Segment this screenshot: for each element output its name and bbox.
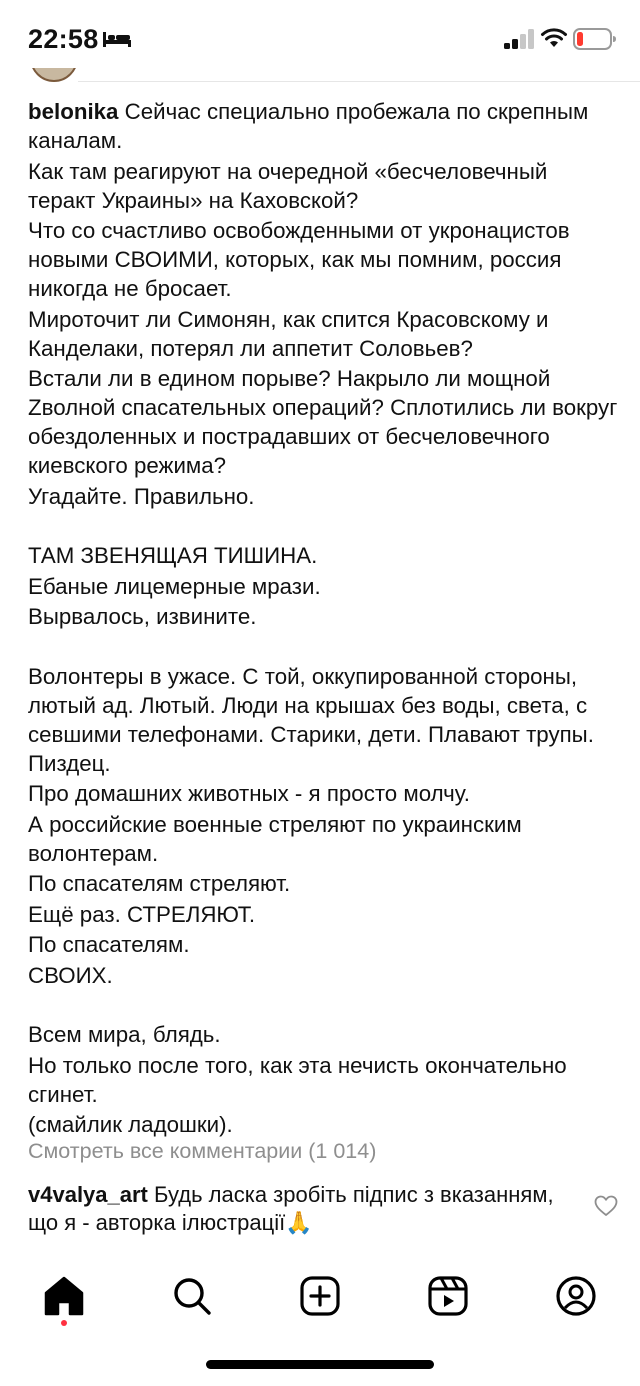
caption-gap [28, 991, 618, 1020]
home-indicator[interactable] [206, 1360, 434, 1369]
caption-line: СВОИХ. [28, 962, 113, 988]
bed-icon [102, 30, 132, 48]
post-caption [28, 97, 618, 1141]
caption-line: Мироточит ли Симонян, как спится Красовскому и Канделаки, потерял ли аппетит Соловьев? [28, 306, 549, 361]
status-time: 22:58 [28, 24, 99, 54]
avatar[interactable] [30, 68, 78, 82]
caption-line: Всем мира, блядь. [28, 1022, 221, 1047]
home-icon [43, 1275, 85, 1317]
caption-line: По спасателям стреляют. [28, 871, 291, 896]
reels-icon [427, 1275, 469, 1317]
caption-line: Вырвалось, извините. [28, 604, 257, 629]
search-icon [171, 1275, 213, 1317]
caption-line: Ещё раз. СТРЕЛЯЮТ. [28, 901, 256, 927]
battery-icon [573, 27, 617, 51]
caption-line: Встали ли в едином порыве? Накрыло ли мощной Zволной спасательных операций? Сплотились ли вокруг обездоленных и пострадавших от бесчеловечного киевского режима? [28, 366, 618, 478]
nav-reels[interactable] [424, 1272, 472, 1320]
view-all-comments-link[interactable]: Смотреть все комментарии (1 014) [28, 1139, 377, 1163]
profile-icon [555, 1275, 597, 1317]
home-notification-dot [61, 1320, 67, 1326]
nav-home[interactable] [40, 1272, 88, 1320]
divider [78, 81, 640, 82]
wifi-icon [540, 27, 568, 49]
caption-line: belonika Сейчас специально пробежала по скрепным каналам. [28, 99, 589, 153]
caption-line: ТАМ ЗВЕНЯЩАЯ ТИШИНА. [28, 543, 318, 568]
comment-text: Будь ласка зробіть підпис з вказанням, що я - авторка ілюстрації🙏 [28, 1182, 554, 1235]
status-bar [0, 0, 640, 80]
nav-search[interactable] [168, 1272, 216, 1320]
caption-line: Про домашних животных - я просто молчу. [28, 781, 470, 806]
caption-line: (смайлик ладошки). [28, 1112, 233, 1137]
nav-create[interactable] [296, 1272, 344, 1320]
create-icon [299, 1275, 341, 1317]
caption-line: Волонтеры в ужасе. С той, оккупированной стороны, лютый ад. Лютый. Люди на крышах без воды, света, с севшими телефонами. Старики, дети. Плавают трупы. Пиздец. [28, 663, 594, 776]
caption-line: Но только после того, как эта нечисть окончательно сгинет. [28, 1052, 567, 1107]
caption-line: А российские военные стреляют по украинским волонтерам. [28, 811, 522, 866]
caption-line: Что со счастливо освобожденными от укронацистов новыми СВОИМИ, которых, как мы помним, россия никогда не бросает. [28, 218, 570, 301]
caption-gap [28, 512, 618, 541]
heart-icon[interactable] [594, 1195, 618, 1217]
comment [28, 1181, 568, 1237]
caption-line: Ебаные лицемерные мрази. [28, 573, 321, 599]
next-comment-partial [28, 1244, 448, 1250]
caption-username[interactable]: belonika [28, 99, 119, 124]
caption-gap [28, 633, 618, 662]
caption-line: Как там реагируют на очередной «бесчеловечный теракт Украины» на Каховской? [28, 158, 548, 213]
caption-line: Угадайте. Правильно. [28, 483, 255, 509]
comment-username[interactable]: v4valya_art [28, 1182, 148, 1207]
nav-profile[interactable] [552, 1272, 600, 1320]
caption-line: По спасателям. [28, 932, 190, 957]
signal-icon [503, 28, 537, 50]
